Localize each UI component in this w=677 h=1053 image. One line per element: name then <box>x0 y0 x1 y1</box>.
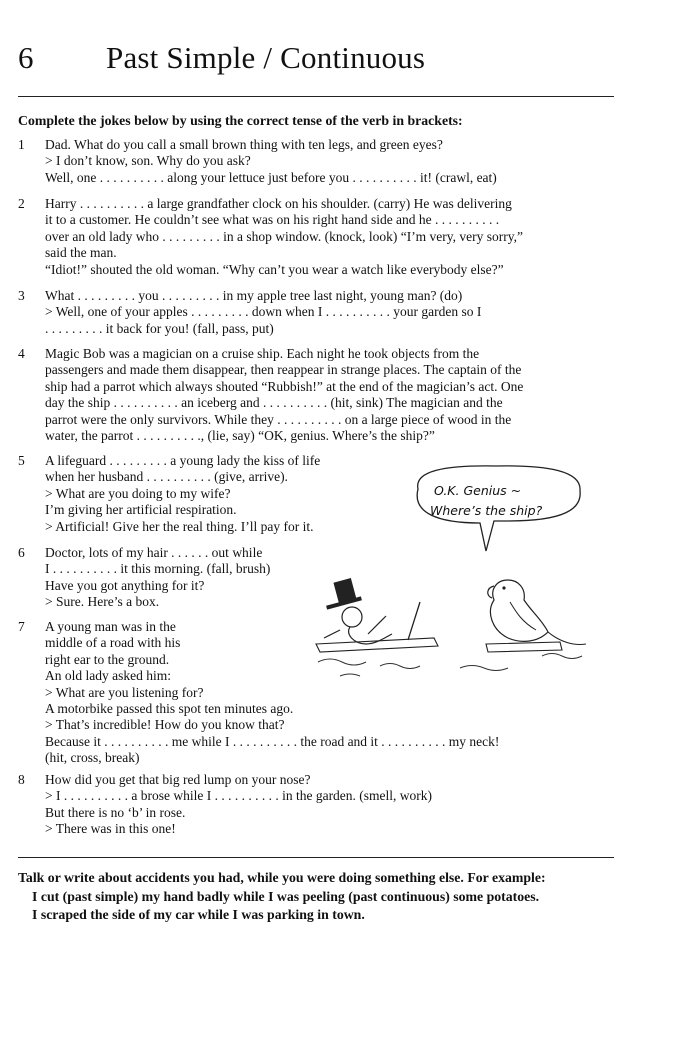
exercise-line: A lifeguard . . . . . . . . . a young lady the kiss of life <box>45 453 321 468</box>
exercise-line: > That’s incredible! How do you know that? <box>45 717 285 733</box>
exercise-line: Dad. What do you call a small brown thing with ten legs, and green eyes? <box>45 137 443 152</box>
example-sentence-1: I cut (past simple) my hand badly while I was peeling (past continuous) some potatoes. <box>32 888 540 904</box>
exercise-line: Have you got anything for it? <box>45 577 205 593</box>
exercise-line: A motorbike passed this spot ten minutes ago. <box>45 701 294 717</box>
exercise-line: > What are you listening for? <box>45 684 204 700</box>
exercise-line: > There was in this one! <box>45 821 176 837</box>
speech-bubble-line-1: O.K. Genius ~ <box>434 483 522 498</box>
exercise-line: day the ship . . . . . . . . . . an iceberg and . . . . . . . . . . (hit, sink) The magician and the <box>45 395 503 411</box>
footer-divider <box>18 857 614 858</box>
exercise-line: How did you get that big red lump on your nose? <box>45 772 311 787</box>
exercise-line: An old lady asked him: <box>45 668 171 684</box>
exercise-line: parrot were the only survivors. While they . . . . . . . . . . on a large piece of wood in the <box>45 411 512 427</box>
page-title: Past Simple / Continuous <box>106 40 426 75</box>
exercise-line: Well, one . . . . . . . . . . along your lettuce just before you . . . . . . . . . . it! (crawl, eat) <box>45 169 497 185</box>
exercise-line: > I . . . . . . . . . . a brose while I . . . . . . . . . . in the garden. (smell, work) <box>45 788 433 804</box>
exercise-line: over an old lady who . . . . . . . . . in a shop window. (knock, look) “I’m very, very sorry,” <box>45 228 524 244</box>
magician-parrot-cartoon-illustration <box>310 572 600 690</box>
exercise-number: 8 <box>18 772 25 787</box>
exercise-line: What . . . . . . . . . you . . . . . . . . . in my apple tree last night, young man? (do) <box>45 288 463 303</box>
exercise-line: passengers and made them disappear, then reappear in strange places. The captain of the <box>45 362 522 378</box>
exercise-line: > Well, one of your apples . . . . . . . . . down when I . . . . . . . . . . your garden so I <box>45 304 482 320</box>
exercise-number: 7 <box>18 619 25 634</box>
example-sentence-2: I scraped the side of my car while I was parking in town. <box>32 907 365 922</box>
exercise-number: 1 <box>18 137 25 152</box>
exercise-line: > I don’t know, son. Why do you ask? <box>45 153 251 169</box>
page-header <box>0 40 677 86</box>
header-divider <box>18 96 614 97</box>
exercise-line: (hit, cross, break) <box>45 750 140 766</box>
exercise-line: “Idiot!” shouted the old woman. “Why can’t you wear a watch like everybody else?” <box>45 261 504 277</box>
exercise-number: 5 <box>18 453 25 468</box>
unit-number: 6 <box>18 40 34 75</box>
speech-bubble-line-2: Where’s the ship? <box>430 503 543 518</box>
exercise-line: middle of a road with his <box>45 635 181 651</box>
exercise-line: . . . . . . . . . it back for you! (fall, pass, put) <box>45 320 274 336</box>
discussion-task <box>18 869 618 925</box>
exercise-number: 2 <box>18 196 25 211</box>
exercise-line: I . . . . . . . . . . it this morning. (fall, brush) <box>45 561 271 577</box>
discussion-prompt: Talk or write about accidents you had, while you were doing something else. For example: <box>18 870 546 885</box>
exercise-line: it to a customer. He couldn’t see what was on his right hand side and he . . . . . . . . . . <box>45 212 500 228</box>
exercise-line: A young man was in the <box>45 619 176 634</box>
exercise-line: Doctor, lots of my hair . . . . . . out while <box>45 545 263 560</box>
exercise-line: Magic Bob was a magician on a cruise ship. Each night he took objects from the <box>45 346 480 361</box>
exercise-number: 6 <box>18 545 25 560</box>
exercise-line: But there is no ‘b’ in rose. <box>45 804 186 820</box>
exercise-line: when her husband . . . . . . . . . . (give, arrive). <box>45 469 288 485</box>
exercise-line: water, the parrot . . . . . . . . . ., (lie, say) “OK, genius. Where’s the ship?” <box>45 428 435 444</box>
speech-bubble-illustration <box>404 463 590 559</box>
exercise-line: said the man. <box>45 245 117 261</box>
exercise-line: Because it . . . . . . . . . . me while I . . . . . . . . . . the road and it . . . . . . . . . . my neck! <box>45 733 500 749</box>
instructions: Complete the jokes below by using the correct tense of the verb in brackets: <box>18 113 463 128</box>
exercise-number: 3 <box>18 288 25 303</box>
exercise-line: right ear to the ground. <box>45 651 170 667</box>
exercise-line: > What are you doing to my wife? <box>45 485 231 501</box>
exercise-line: I’m giving her artificial respiration. <box>45 502 237 518</box>
exercise-line: Harry . . . . . . . . . . a large grandfather clock on his shoulder. (carry) He was delivering <box>45 196 512 211</box>
exercise-line: > Artificial! Give her the real thing. I’ll pay for it. <box>45 518 314 534</box>
exercise-line: > Sure. Here’s a box. <box>45 594 160 610</box>
exercise-number: 4 <box>18 346 25 361</box>
exercise-line: ship had a parrot which always shouted “Rubbish!” at the end of the magician’s act. One <box>45 378 524 394</box>
